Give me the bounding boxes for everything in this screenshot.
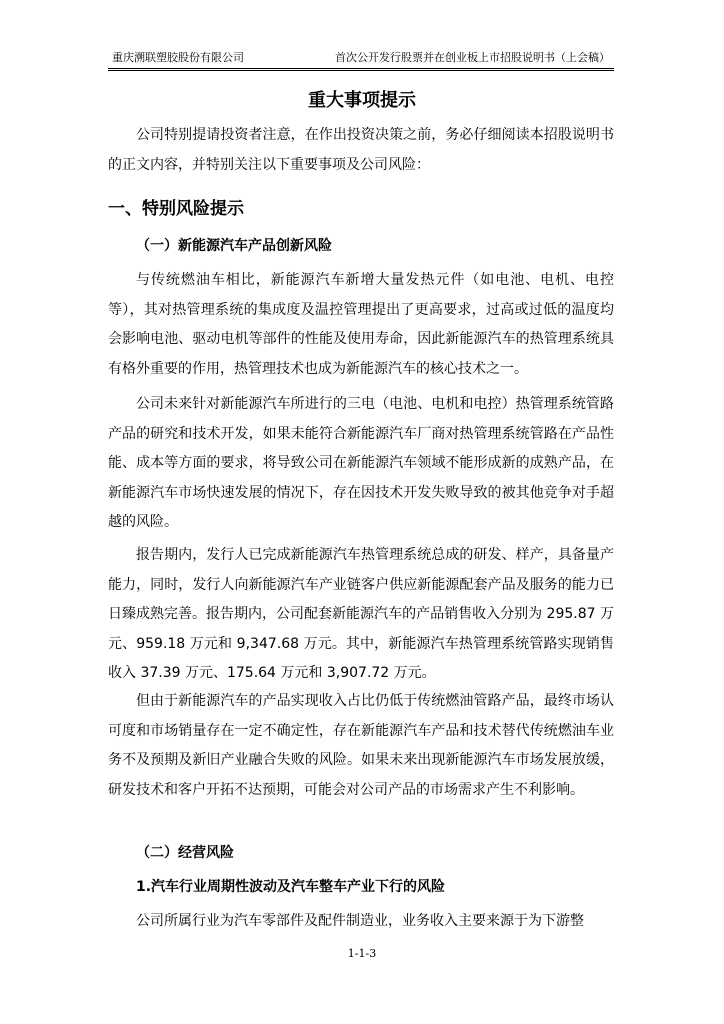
body-paragraph: 报告期内，发行人已完成新能源汽车热管理系统总成的研发、样产，具备量产能力，同时，发行人向新能源汽车产业链客户供应新能源配套产品及服务的能力已日臻成熟完善。报告期内，公司配套新能源汽车的产品销售收入分别为 295.87 万元、959.18 万元和 9,347.68 万元。其中，新能源汽车热管理系统管路实现销售收入 37.39 万元、175.64 万元和 3,907.72 万元。	[108, 547, 614, 682]
body-paragraph: 公司所属行业为汽车零部件及配件制造业，业务收入主要来源于为下游整	[136, 913, 584, 929]
subsection-heading-operating-risk: （二）经营风险	[136, 845, 234, 861]
body-paragraph: 公司未来针对新能源汽车所进行的三电（电池、电机和电控）热管理系统管路产品的研究和技术开发，如果未能符合新能源汽车厂商对热管理系统管路在产品性能、成本等方面的要求，将导致公司在新能源汽车领域不能形成新的成熟产品，在新能源汽车市场快速发展的情况下，存在因技术开发失败导致的被其他竞争对手超越的风险。	[108, 396, 614, 531]
body-paragraph: 与传统燃油车相比，新能源汽车新增大量发热元件（如电池、电机、电控等），其对热管理系统的集成度及温控管理提出了更高要求，过高或过低的温度均会影响电池、驱动电机等部件的性能及使用寿命，因此新能源汽车的热管理系统具有格外重要的作用，热管理技术也成为新能源汽车的核心技术之一。	[108, 272, 614, 377]
subsection-heading-nev-innovation-risk: （一）新能源汽车产品创新风险	[136, 238, 332, 254]
header-company-name: 重庆溯联塑胶股份有限公司	[112, 51, 244, 64]
section-heading-special-risks: 一、特别风险提示	[108, 199, 244, 219]
page-title: 重大事项提示	[308, 90, 416, 111]
header-document-title: 首次公开发行股票并在创业板上市招股说明书（上会稿）	[335, 51, 610, 64]
running-header	[108, 50, 614, 69]
intro-paragraph: 公司特别提请投资者注意，在作出投资决策之前，务必仔细阅读本招股说明书的正文内容，并特别关注以下重要事项及公司风险：	[108, 127, 614, 173]
header-divider	[108, 70, 614, 71]
page-number: 1-1-3	[347, 947, 377, 960]
body-paragraph: 但由于新能源汽车的产品实现收入占比仍低于传统燃油管路产品，最终市场认可度和市场销量存在一定不确定性，存在新能源汽车产品和技术替代传统燃油车业务不及预期及新旧产业融合失败的风险。如果未来出现新能源汽车市场发展放缓，研发技术和客户开拓不达预期，可能会对公司产品的市场需求产生不利影响。	[108, 693, 614, 798]
item-heading-industry-cycle-risk: 1.汽车行业周期性波动及汽车整车产业下行的风险	[136, 879, 446, 895]
